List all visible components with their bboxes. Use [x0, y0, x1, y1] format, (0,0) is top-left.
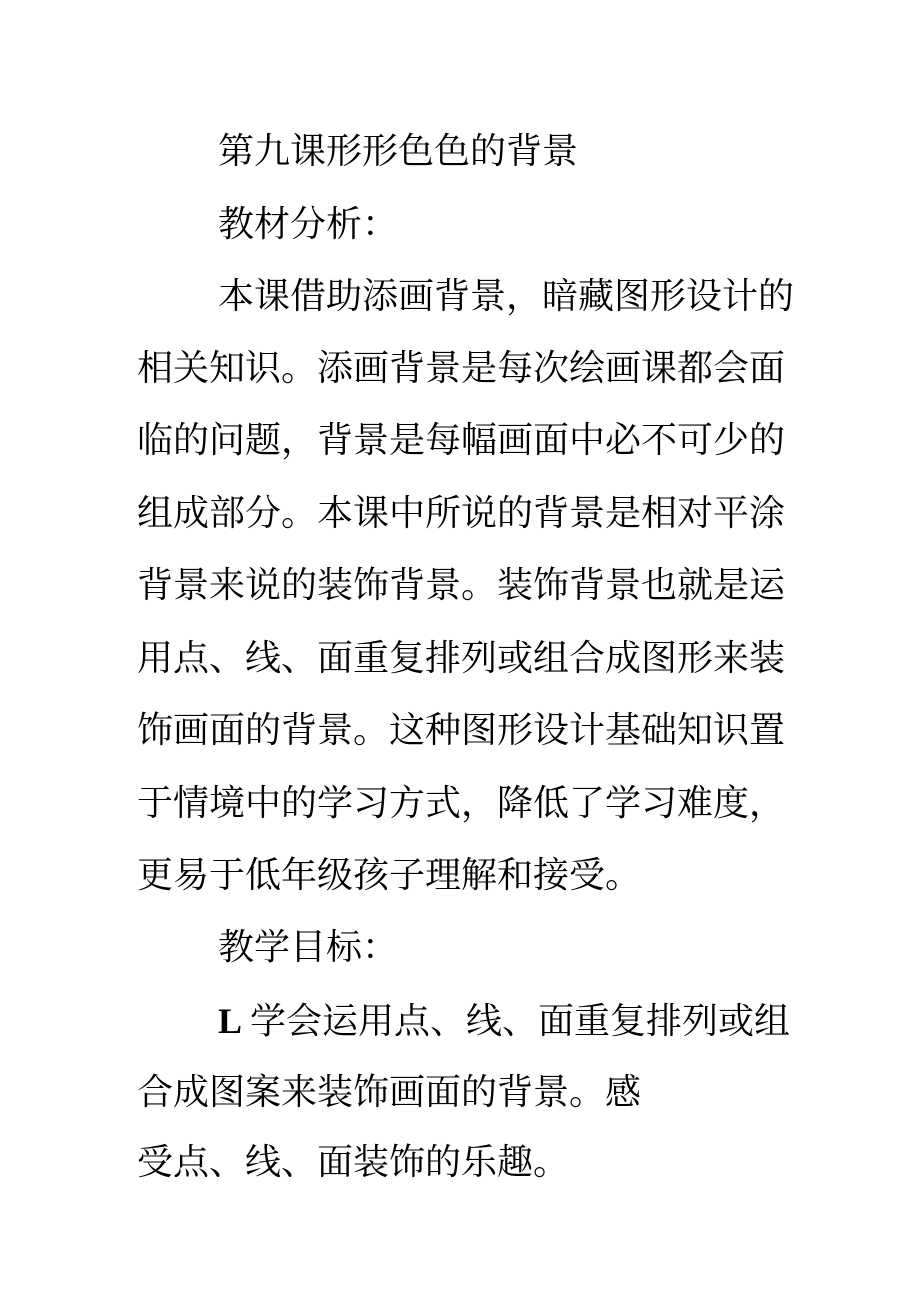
section-heading-goals: 教学目标： [218, 927, 399, 968]
paragraph-line: 饰画面的背景。这种图形设计基础知识置 [137, 710, 786, 751]
goal-line [218, 999, 878, 1043]
paragraph-line: 用点、线、面重复排列或组合成图形来装 [137, 638, 786, 679]
goal-number-marker: L [218, 1001, 243, 1041]
paragraph-line: 本课借助添画背景，暗藏图形设计的 [218, 276, 795, 317]
section-heading-analysis: 教材分析： [218, 204, 399, 245]
paragraph-line: 相关知识。添画背景是每次绘画课都会面 [137, 348, 786, 389]
paragraph-line: 更易于低年级孩子理解和接受。 [137, 855, 642, 896]
paragraph-line: 于情境中的学习方式，降低了学习难度， [137, 783, 786, 824]
goal-line: 合成图案来装饰画面的背景。感 [137, 1072, 642, 1113]
paragraph-line: 临的问题，背景是每幅画面中必不可少的 [137, 420, 786, 461]
lesson-title: 第九课形形色色的背景 [218, 131, 579, 172]
paragraph-line: 组成部分。本课中所说的背景是相对平涂 [137, 493, 786, 534]
paragraph-line: 背景来说的装饰背景。装饰背景也就是运 [137, 565, 786, 606]
goal-text: 学会运用点、线、面重复排列或组 [250, 1001, 791, 1042]
goal-line: 受点、线、面装饰的乐趣。 [137, 1142, 570, 1183]
